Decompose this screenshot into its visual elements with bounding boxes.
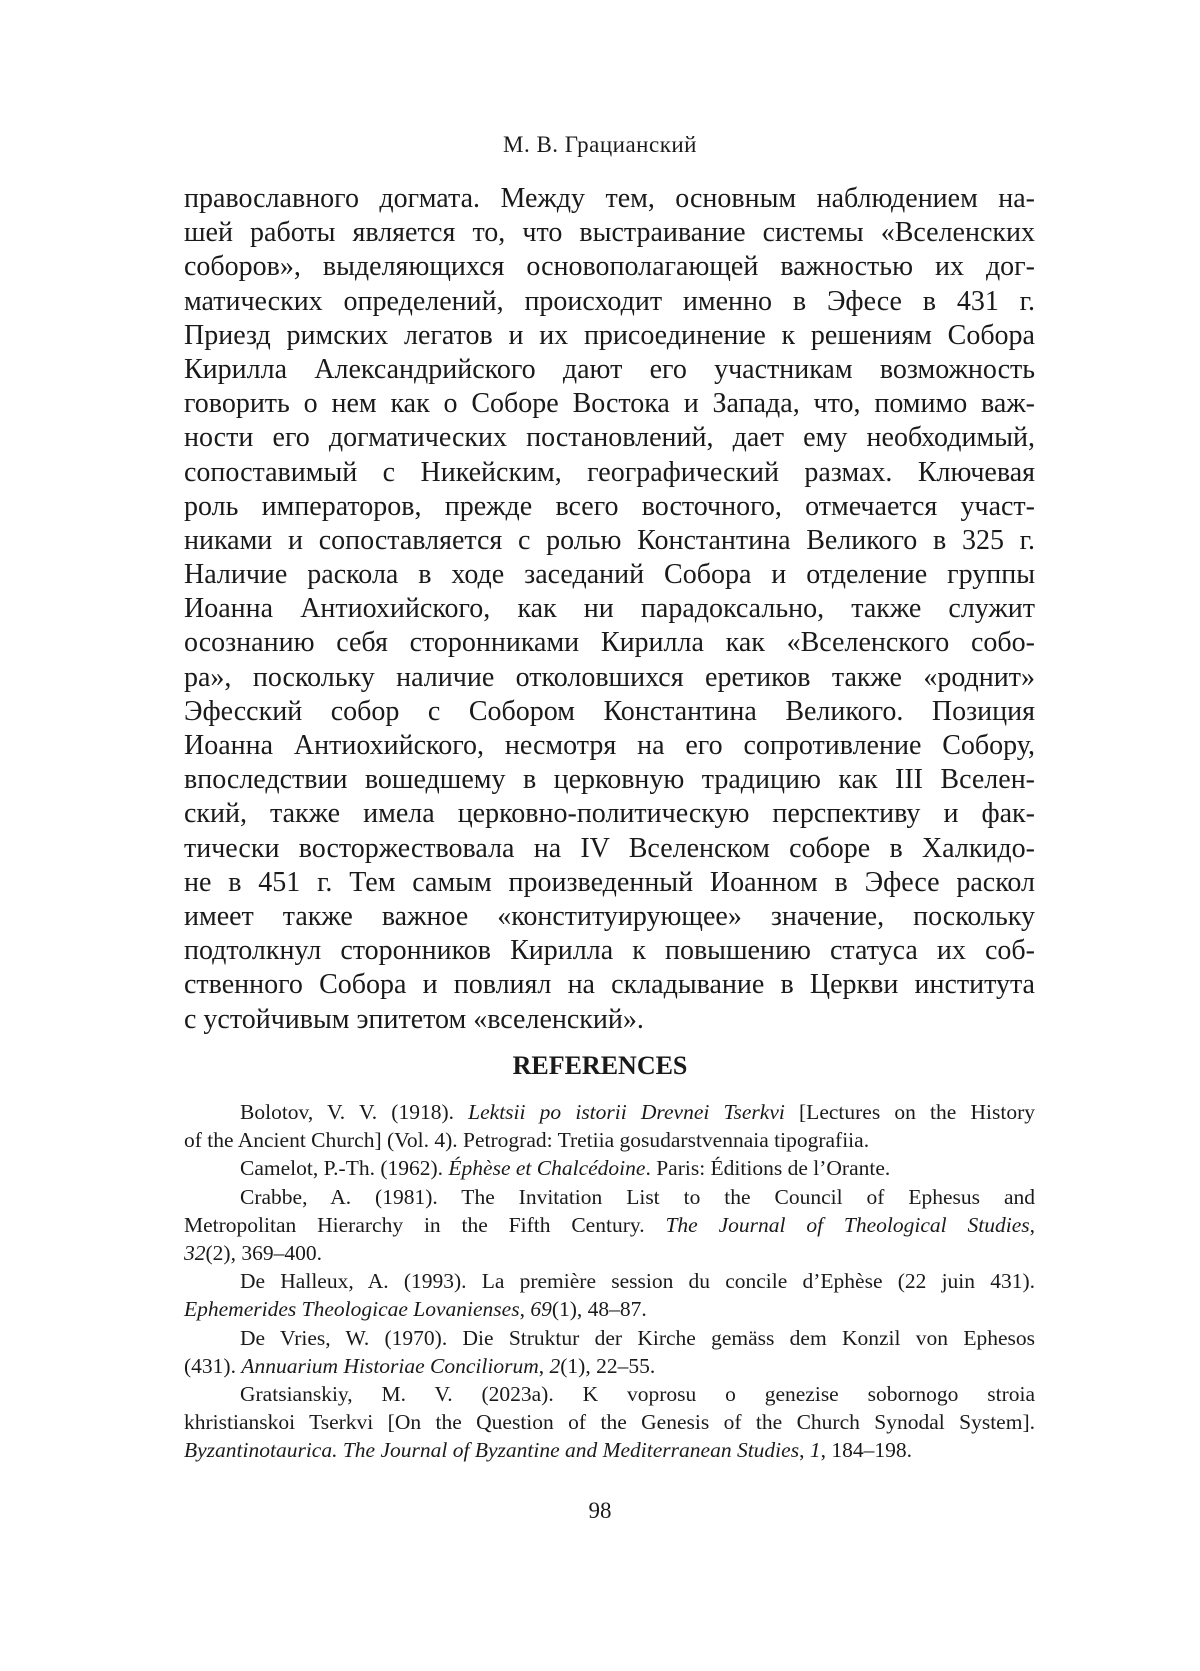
reference-entry xyxy=(184,1380,1035,1465)
reference-segment: , xyxy=(799,1438,810,1462)
body-line: ра», поскольку наличие отколовшихся еретиков также «роднит» xyxy=(184,661,1035,695)
reference-segment: Gratsianskiy, M. V. (2023a). K voprosu o genezise sobornogo stroia xyxy=(240,1382,1035,1406)
references-heading: REFERENCES xyxy=(0,1051,1200,1081)
reference-italic-segment: Éphèse et Chalcédoine xyxy=(448,1156,645,1180)
body-line: тически восторжествовала на IV Вселенском соборе в Халкидо- xyxy=(184,832,1035,866)
body-line: Наличие раскола в ходе заседаний Собора и отделение группы xyxy=(184,558,1035,592)
reference-segment: [Lectures on the History xyxy=(785,1100,1035,1124)
body-line: Иоанна Антиохийского, несмотря на его сопротивление Собору, xyxy=(184,729,1035,763)
reference-segment: (1), 48–87. xyxy=(552,1297,647,1321)
body-line: ский, также имела церковно-политическую перспективу и фак- xyxy=(184,797,1035,831)
reference-segment: (1), 22–55. xyxy=(560,1354,655,1378)
reference-line xyxy=(184,1126,1035,1154)
reference-segment: , xyxy=(520,1297,531,1321)
reference-segment: , xyxy=(539,1354,550,1378)
body-line: соборов», выделяющихся основополагающей важностью их дог- xyxy=(184,250,1035,284)
reference-segment: Bolotov, V. V. (1918). xyxy=(240,1100,468,1124)
page-number: 98 xyxy=(0,1498,1200,1524)
reference-segment: of the Ancient Church] (Vol. 4). Petrograd: Tretiia gosudarstvennaia tipografiia. xyxy=(184,1128,869,1152)
body-line: Иоанна Антиохийского, как ни парадоксально, также служит xyxy=(184,592,1035,626)
body-line: ности его догматических постановлений, дает ему необходимый, xyxy=(184,421,1035,455)
body-line: сопоставимый с Никейским, географический размах. Ключевая xyxy=(184,456,1035,490)
body-line: имеет также важное «конституирующее» значение, поскольку xyxy=(184,900,1035,934)
reference-entry xyxy=(184,1267,1035,1323)
running-head: М. В. Грацианский xyxy=(0,132,1200,158)
reference-segment: , 184–198. xyxy=(821,1438,912,1462)
body-line: говорить о нем как о Соборе Востока и Запада, что, помимо важ- xyxy=(184,387,1035,421)
reference-entry xyxy=(184,1154,1035,1182)
reference-line xyxy=(184,1295,1035,1323)
body-line: матических определений, происходит именно в Эфесе в 431 г. xyxy=(184,285,1035,319)
reference-segment: De Vries, W. (1970). Die Struktur der Kirche gemäss dem Konzil von Ephesos xyxy=(240,1326,1035,1350)
reference-segment: (2), 369–400. xyxy=(206,1241,322,1265)
reference-segment: khristianskoi Tserkvi [On the Question of the Genesis of the Church Synodal System]. xyxy=(184,1410,1035,1434)
reference-segment: , xyxy=(1030,1213,1035,1237)
reference-entry xyxy=(184,1183,1035,1268)
body-line: впоследствии вошедшему в церковную традицию как III Вселен- xyxy=(184,763,1035,797)
reference-line xyxy=(184,1324,1035,1352)
reference-italic-segment: Ephemerides Theologicae Lovanienses xyxy=(184,1297,520,1321)
reference-segment: . Paris: Éditions de l’Orante. xyxy=(645,1156,890,1180)
reference-segment: (431). xyxy=(184,1354,241,1378)
body-line: никами и сопоставляется с ролью Константина Великого в 325 г. xyxy=(184,524,1035,558)
reference-line xyxy=(184,1183,1035,1211)
references-list xyxy=(184,1098,1035,1464)
body-line: Приезд римских легатов и их присоединение к решениям Собора xyxy=(184,319,1035,353)
reference-line xyxy=(184,1408,1035,1436)
reference-segment: Metropolitan Hierarchy in the Fifth Century. xyxy=(184,1213,665,1237)
reference-italic-segment: Lektsii po istorii Drevnei Tserkvi xyxy=(468,1100,785,1124)
reference-entry xyxy=(184,1324,1035,1380)
body-line: Эфесский собор с Собором Константина Великого. Позиция xyxy=(184,695,1035,729)
reference-segment: Crabbe, A. (1981). The Invitation List to the Council of Ephesus and xyxy=(240,1185,1035,1209)
reference-italic-segment: 2 xyxy=(550,1354,561,1378)
reference-line xyxy=(184,1211,1035,1239)
document-page xyxy=(0,0,1200,1671)
body-line: осознанию себя сторонниками Кирилла как «Вселенского собо- xyxy=(184,626,1035,660)
reference-entry xyxy=(184,1098,1035,1154)
body-line: шей работы является то, что выстраивание системы «Вселенских xyxy=(184,216,1035,250)
body-line: ственного Собора и повлиял на складывание в Церкви института xyxy=(184,968,1035,1002)
reference-italic-segment: 1 xyxy=(810,1438,821,1462)
reference-line xyxy=(184,1436,1035,1464)
reference-italic-segment: Byzantinotaurica. The Journal of Byzantine and Mediterranean Studies xyxy=(184,1438,799,1462)
reference-segment: De Halleux, A. (1993). La première session du concile d’Ephèse (22 juin 431). xyxy=(240,1269,1035,1293)
reference-italic-segment: 32 xyxy=(184,1241,206,1265)
reference-line xyxy=(184,1352,1035,1380)
body-text xyxy=(184,182,1035,1037)
reference-italic-segment: The Journal of Theological Studies xyxy=(665,1213,1029,1237)
body-line: с устойчивым эпитетом «вселенский». xyxy=(184,1003,1035,1037)
reference-line xyxy=(184,1154,1035,1182)
reference-line xyxy=(184,1267,1035,1295)
body-line: роль императоров, прежде всего восточного, отмечается участ- xyxy=(184,490,1035,524)
reference-line xyxy=(184,1098,1035,1126)
body-line: не в 451 г. Тем самым произведенный Иоанном в Эфесе раскол xyxy=(184,866,1035,900)
reference-italic-segment: Annuarium Historiae Conciliorum xyxy=(241,1354,538,1378)
reference-segment: Camelot, P.-Th. (1962). xyxy=(240,1156,448,1180)
reference-line xyxy=(184,1380,1035,1408)
reference-line xyxy=(184,1239,1035,1267)
body-line: Кирилла Александрийского дают его участникам возможность xyxy=(184,353,1035,387)
body-line: православного догмата. Между тем, основным наблюдением на- xyxy=(184,182,1035,216)
body-line: подтолкнул сторонников Кирилла к повышению статуса их соб- xyxy=(184,934,1035,968)
reference-italic-segment: 69 xyxy=(530,1297,552,1321)
